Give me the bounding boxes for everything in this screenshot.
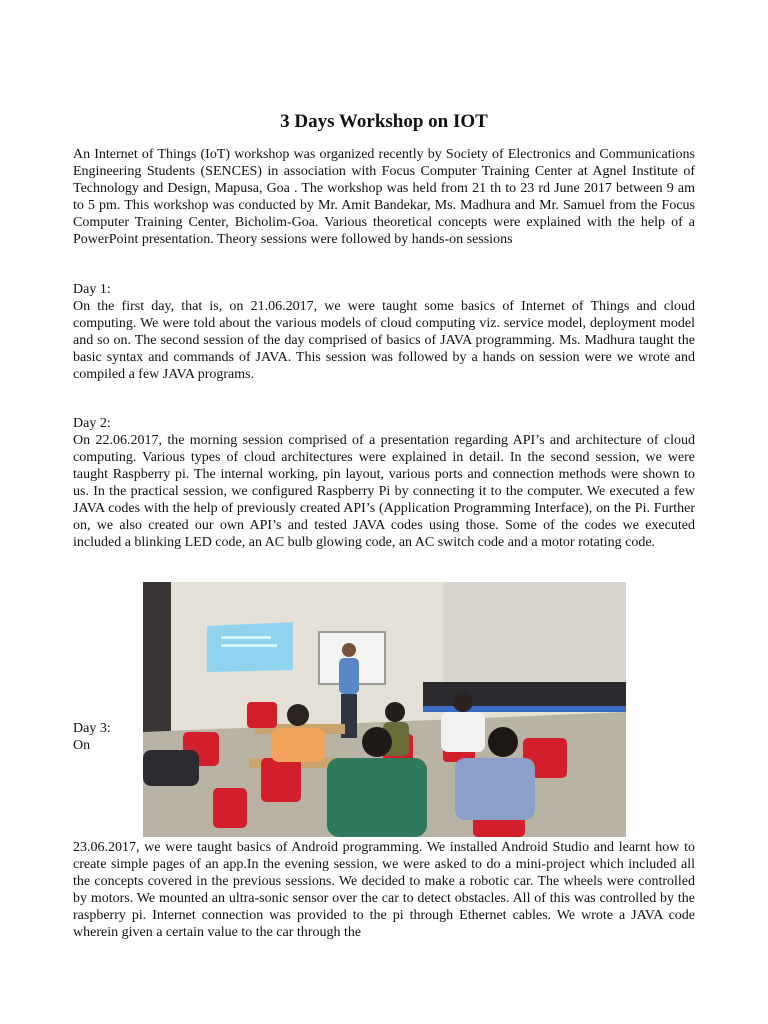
day3-lead: On (73, 738, 91, 753)
day3-heading: Day 3: (73, 721, 111, 736)
day1-heading: Day 1: (73, 282, 111, 297)
day2-paragraph (73, 432, 695, 551)
intro-paragraph (73, 146, 695, 248)
intro-text: An Internet of Things (IoT) workshop was organized recently by Society of Electronics and Communications Engineering Students (SENCES) in association with Focus Computer Training Center at Agnel Institute of Technology and Design, Mapusa, Goa . The workshop was held from 21 th to 23 rd June 2017 between 9 am to 5 pm. This workshop was conducted by Mr. Amit Bandekar, Ms. Madhura and Mr. Samuel from the Focus Computer Training Center, Bicholim-Goa. Various theoretical concepts were explained with the help of a PowerPoint presentation. Theory sessions were followed by hands-on sessions (73, 147, 695, 247)
day1-text: On the first day, that is, on 21.06.2017, we were taught some basics of Internet of Things and cloud computing. We were told about the various models of cloud computing viz. service model, deployment model and so on. The second session of the day comprised of basics of JAVA programming. Ms. Madhura taught the basic syntax and commands of JAVA. This session was followed by a hands on session were we wrote and compiled a few JAVA programs. (73, 299, 695, 382)
classroom-illustration (143, 582, 626, 837)
day3-text: 23.06.2017, we were taught basics of Android programming. We installed Android Studio and learnt how to create simple pages of an app.In the evening session, we were asked to do a mini-project which included all the concepts covered in the previous sessions. We decided to make a robotic car. The wheels were controlled by motors. We mounted an ultra-sonic sensor over the car to detect obstacles. All of this was controlled by the raspberry pi. Internet connection was provided to the pi through Ethernet cables. We wrote a JAVA code wherein given a certain value to the car through the (73, 840, 695, 940)
day2-heading: Day 2: (73, 416, 111, 431)
workshop-photo (143, 582, 626, 837)
day3-paragraph (73, 839, 695, 941)
page-title: 3 Days Workshop on IOT (280, 111, 488, 132)
day2-text: On 22.06.2017, the morning session comprised of a presentation regarding API’s and architecture of cloud computing. Various types of cloud architectures were explained in detail. In the second session, we were taught Raspberry pi. The internal working, pin layout, various ports and connection methods were shown to us. In the practical session, we configured Raspberry Pi by connecting it to the computer. We executed a few JAVA codes with the help of previously created API’s (Application Programming Interface), on the Pi. Further on, we also created our own API’s and tested JAVA codes using those. Some of the codes we executed included a blinking LED code, an AC bulb glowing code, an AC switch code and a motor rotating code. (73, 433, 695, 550)
day1-paragraph (73, 298, 695, 383)
